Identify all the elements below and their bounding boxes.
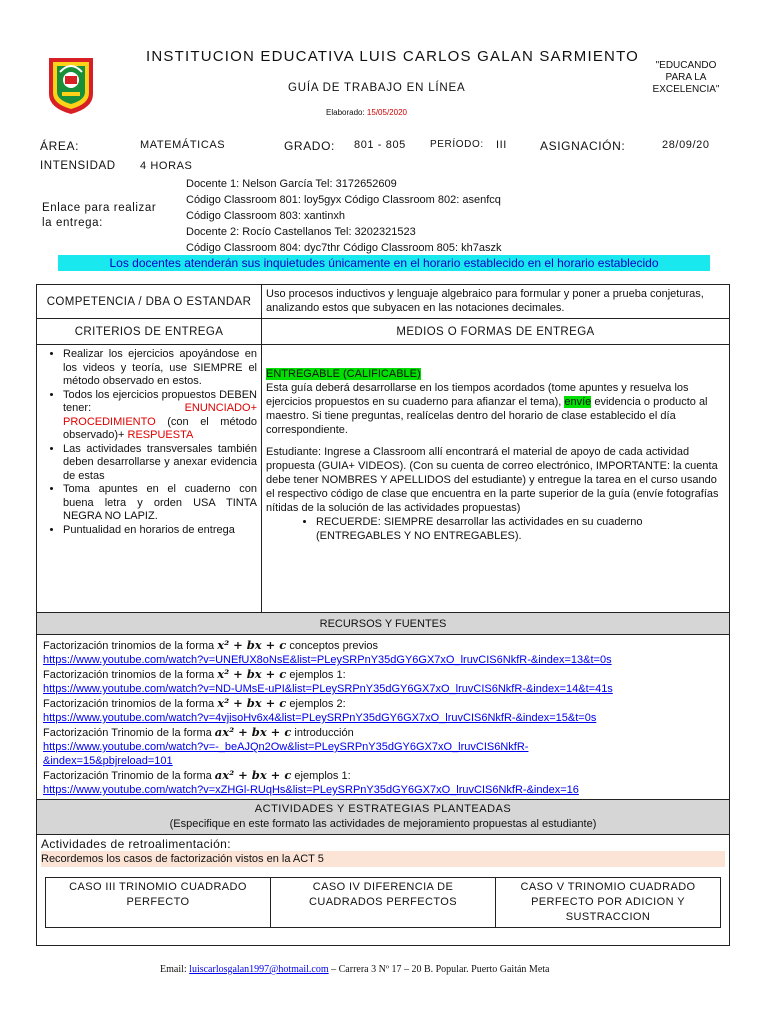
- schedule-banner: Los docentes atenderán sus inquietudes únicamente en el horario establecido en el horario establecido: [58, 255, 710, 271]
- medios-cell: [262, 345, 730, 613]
- case-cell: CASO V TRINOMIO CUADRADO PERFECTO POR ADICION Y SUSTRACCION: [496, 878, 721, 928]
- resource-formula: ax² + bx + c: [214, 768, 292, 782]
- medios-paragraph-2: Estudiante: Ingrese a Classroom allí encontrará el material de apoyo de cada actividad propuesta (GUIA+ VIDEOS). (Con su cuenta de correo electrónico, IMPORTANTE: la cuenta debe tener NOMBRES Y APELLIDOS del estudiante) y entregue la tarea en el curso usando el respectivo código de clase que encuentra en la parte superior de la guía (envíe fotografías nítidas de la solución de las actividades propuestas): [266, 446, 719, 514]
- criterio-item: • Las actividades transversales también deben desarrollarse y anexar evidencia de estas: [63, 443, 257, 484]
- elaborated-label: Elaborado:: [326, 108, 367, 117]
- resource-text: Factorización trinomios de la forma: [43, 698, 218, 710]
- link-label-2: la entrega:: [42, 217, 103, 229]
- resource-formula: x² + bx + c: [217, 696, 287, 710]
- case-cell: CASO III TRINOMIO CUADRADO PERFECTO: [46, 878, 271, 928]
- footer-address: – Carrera 3 Nº 17 – 20 B. Popular. Puerto Gaitán Meta: [328, 964, 550, 975]
- criterio-item: • Realizar los ejercicios apoyándose en los videos y teoría, use SIEMPRE el método observado en estos.: [63, 348, 257, 389]
- actividades-header-cell: [37, 800, 730, 835]
- recuerde-item: • RECUERDE: SIEMPRE desarrollar las actividades en su cuaderno (ENTREGABLES Y NO ENTREGABLES).: [316, 515, 725, 543]
- guide-title: GUÍA DE TRABAJO EN LÍNEA: [288, 82, 466, 94]
- resource-title: [43, 768, 723, 783]
- intensity-label: INTENSIDAD: [40, 160, 116, 172]
- resource-text: Factorización Trinomio de la forma: [43, 770, 215, 782]
- resource-link[interactable]: https://www.youtube.com/watch?v=ND-UMsE-uPI&list=PLeySRPnY35dGY6GX7xO_lruvCIS6NkfR-&index=14&t=41s: [43, 683, 613, 695]
- teacher-line: Código Classroom 804: dyc7thr Código Classroom 805: kh7aszk: [186, 242, 502, 254]
- assignment-value: 28/09/20: [662, 139, 710, 151]
- envie-highlight: envíe: [564, 396, 592, 408]
- footer-email-label: Email:: [160, 964, 190, 975]
- criterio-item: • Puntualidad en horarios de entrega: [63, 524, 257, 538]
- entregable-badge: ENTREGABLE (CALIFICABLE): [266, 368, 421, 380]
- criterio-text: Todos los ejercicios propuestos DEBEN tener:: [63, 388, 257, 414]
- resource-link-continued[interactable]: &index=15&pbjreload=101: [43, 755, 173, 767]
- retro-label: Actividades de retroalimentación:: [41, 837, 231, 851]
- actividades-cell: [37, 835, 730, 946]
- elaborated-line: [326, 108, 407, 117]
- resource-link[interactable]: https://www.youtube.com/watch?v=-_beAJQn2Ow&list=PLeySRPnY35dGY6GX7xO_lruvCIS6NkfR-: [43, 741, 529, 753]
- teacher-line: Docente 2: Rocío Castellanos Tel: 3202321523: [186, 226, 416, 238]
- medios-text: Esta guía deberá desarrollarse en los tiempos acordados (tome apuntes y resuelva los ejercicios propuestos en su cuaderno para afianzar el tema),: [266, 382, 689, 408]
- resource-title: [43, 725, 723, 740]
- area-label: ÁREA:: [40, 139, 80, 153]
- resource-link[interactable]: https://www.youtube.com/watch?v=UNEfUX8oNsE&list=PLeySRPnY35dGY6GX7xO_lruvCIS6NkfR-&index=13&t=0s: [43, 654, 612, 666]
- school-motto: "EDUCANDO PARA LA EXCELENCIA": [652, 60, 720, 95]
- resource-text: Factorización Trinomio de la forma: [43, 727, 215, 739]
- period-value: III: [496, 139, 507, 151]
- resource-text: introducción: [291, 727, 354, 739]
- medios-bullets: [266, 515, 725, 543]
- resource-text: ejemplos 2:: [286, 698, 346, 710]
- resource-text: ejemplos 1:: [286, 669, 346, 681]
- criterios-cell: [37, 345, 262, 613]
- criterio-item: • Toma apuntes en el cuaderno con buena letra y orden USA TINTA NEGRA NO LAPIZ.: [63, 483, 257, 524]
- resource-title: [43, 638, 723, 653]
- resource-formula: x² + bx + c: [217, 667, 287, 681]
- medios-paragraph-1: [266, 381, 725, 437]
- medios-header: MEDIOS O FORMAS DE ENTREGA: [262, 319, 730, 345]
- competencia-text: Uso procesos inductivos y lenguaje algebraico para formular y poner a prueba conjeturas, analizando estos que subyacen en las notaciones decimales.: [262, 285, 730, 319]
- period-label: PERÍODO:: [430, 139, 484, 150]
- actividades-subheader: (Especifique en este formato las actividades de mejoramiento propuestas al estudiante): [169, 818, 597, 830]
- teacher-line: Código Classroom 801: loy5gyx Código Classroom 802: asenfcq: [186, 194, 501, 206]
- intensity-value: 4 HORAS: [140, 160, 193, 172]
- guide-table: [36, 284, 730, 946]
- footer-email-link[interactable]: luiscarlosgalan1997@hotmail.com: [189, 964, 329, 975]
- case-cell: CASO IV DIFERENCIA DE CUADRADOS PERFECTOS: [271, 878, 496, 928]
- grade-label: GRADO:: [284, 139, 335, 153]
- resource-text: conceptos previos: [286, 640, 379, 652]
- resource-text: ejemplos 1:: [291, 770, 351, 782]
- institution-title: INSTITUCION EDUCATIVA LUIS CARLOS GALAN SARMIENTO: [146, 48, 640, 65]
- criterio-enunciado: ENUNCIADO+ PROCEDIMIENTO: [63, 402, 257, 428]
- resource-title: [43, 667, 723, 682]
- teacher-line: Docente 1: Nelson García Tel: 3172652609: [186, 178, 397, 190]
- school-shield-logo: [46, 54, 96, 116]
- actividades-header: ACTIVIDADES Y ESTRATEGIAS PLANTEADAS: [254, 803, 512, 815]
- footer: [160, 964, 549, 975]
- medios-text: evidencia o producto al maestro. Si tiene preguntas, realícelas dentro del horario de clase establecido el día correspondiente.: [266, 396, 708, 436]
- resource-formula: ax² + bx + c: [214, 725, 292, 739]
- link-label-1: Enlace para realizar: [42, 202, 157, 214]
- teacher-line: Código Classroom 803: xantinxh: [186, 210, 345, 222]
- resource-text: Factorización trinomios de la forma: [43, 669, 218, 681]
- resource-title: [43, 696, 723, 711]
- competencia-label: COMPETENCIA / DBA O ESTANDAR: [37, 285, 262, 319]
- entregable-line: [266, 367, 725, 381]
- recursos-header: RECURSOS Y FUENTES: [37, 613, 730, 635]
- criterios-list: [41, 348, 257, 537]
- criterio-respuesta: RESPUESTA: [127, 429, 194, 441]
- resource-link[interactable]: https://www.youtube.com/watch?v=4vjisoHv6x4&list=PLeySRPnY35dGY6GX7xO_lruvCIS6NkfR-&index=15&t=0s: [43, 712, 597, 724]
- resource-formula: x² + bx + c: [217, 638, 287, 652]
- criterio-text: (con el método observado)+: [63, 415, 257, 441]
- area-value: MATEMÁTICAS: [140, 139, 226, 151]
- grade-value: 801 - 805: [354, 139, 406, 151]
- assignment-label: ASIGNACIÓN:: [540, 139, 626, 153]
- elaborated-date: 15/05/2020: [366, 108, 407, 117]
- resource-link[interactable]: https://www.youtube.com/watch?v=xZHGl-RUqHs&list=PLeySRPnY35dGY6GX7xO_lruvCIS6NkfR-&index=16: [43, 784, 579, 796]
- criterio-item: [63, 389, 257, 443]
- criterios-header: CRITERIOS DE ENTREGA: [37, 319, 262, 345]
- resource-text: Factorización trinomios de la forma: [43, 640, 218, 652]
- recursos-cell: [37, 635, 730, 800]
- cases-table: [45, 877, 721, 928]
- retro-text: Recordemos los casos de factorización vistos en la ACT 5: [41, 851, 725, 867]
